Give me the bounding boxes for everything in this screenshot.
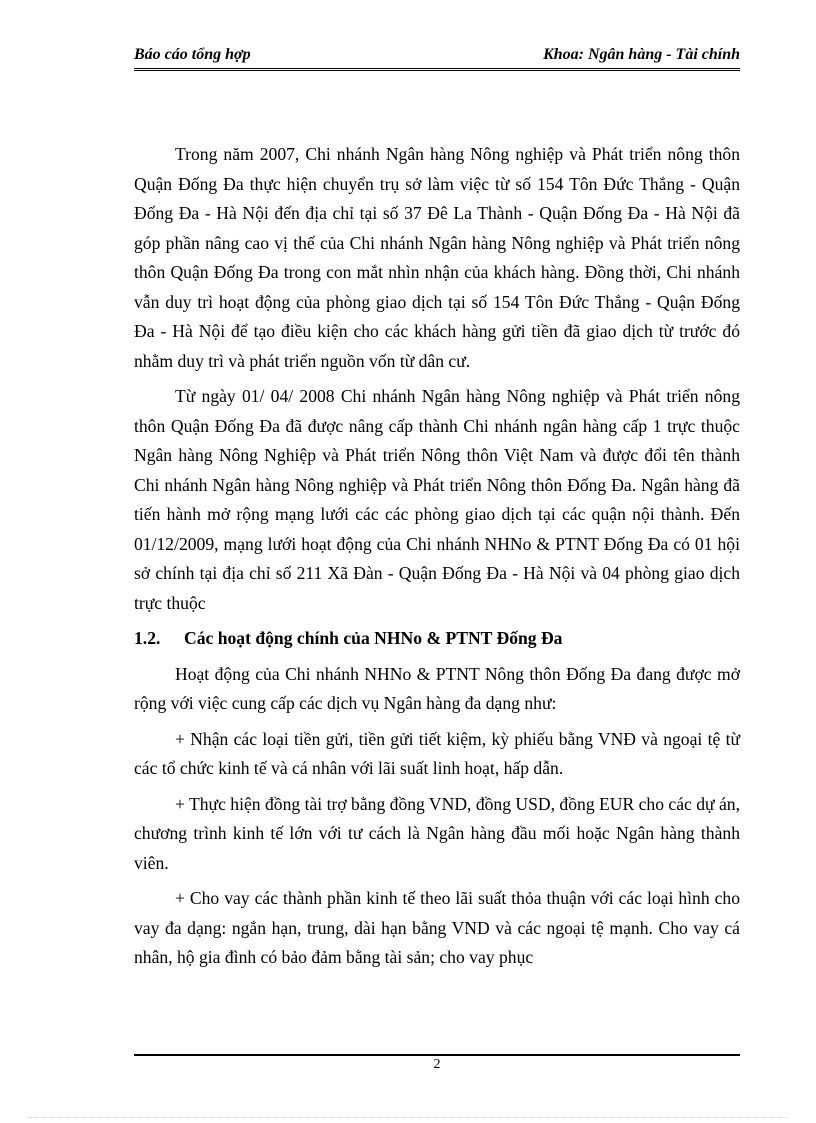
list-item-cofinancing: + Thực hiện đồng tài trợ bằng đồng VND, đồng USD, đồng EUR cho các dự án, chương trình kinh tế lớn với tư cách là Ngân hàng đầu mối hoặc Ngân hàng thành viên. xyxy=(134,793,740,873)
footer-divider xyxy=(134,1054,740,1056)
section-heading xyxy=(134,624,740,654)
header-faculty: Khoa: Ngân hàng - Tài chính xyxy=(543,46,740,63)
section-title: Các hoạt động chính của NHNo & PTNT Đống Đa xyxy=(184,628,563,648)
document-body xyxy=(134,140,740,979)
header-report-title: Báo cáo tổng hợp xyxy=(134,46,251,63)
page-header xyxy=(134,44,740,71)
section-number: 1.2. xyxy=(134,628,161,648)
list-item-lending: + Cho vay các thành phần kinh tế theo lãi suất thỏa thuận với các loại hình cho vay đa dạng: ngắn hạn, trung, dài hạn bằng VND và các ngoại tệ mạnh. Cho vay cá nhân, hộ gia đình có bảo đảm bằng tài sản; cho vay phục xyxy=(134,888,740,967)
paragraph-upgrade-2008: Từ ngày 01/ 04/ 2008 Chi nhánh Ngân hàng Nông nghiệp và Phát triển nông thôn Quận Đống Đa đã được nâng cấp thành Chi nhánh ngân hàng cấp 1 trực thuộc Ngân hàng Nông Nghiệp và Phát triển Nông thôn Việt Nam và được đổi tên thành Chi nhánh Ngân hàng Nông nghiệp và Phát triển Nông thôn Đống Đa. Ngân hàng đã tiến hành mở rộng mạng lưới các các phòng giao dịch tại các quận nội thành. Đến 01/12/2009, mạng lưới hoạt động của Chi nhánh NHNo & PTNT Đống Đa có 01 hội sở chính tại địa chỉ số 211 Xã Đàn - Quận Đống Đa - Hà Nội và 04 phòng giao dịch trực thuộc xyxy=(134,386,740,613)
paragraph-history-2007: Trong năm 2007, Chi nhánh Ngân hàng Nông nghiệp và Phát triển nông thôn Quận Đống Đa thực hiện chuyển trụ sở làm việc từ số 154 Tôn Đức Thắng - Quận Đống Đa - Hà Nội đến địa chỉ tại số 37 Đê La Thành - Quận Đống Đa - Hà Nội đã góp phần nâng cao vị thế của Chi nhánh Ngân hàng Nông nghiệp và Phát triển nông thôn Quận Đống Đa trong con mắt nhìn nhận của khách hàng. Đồng thời, Chi nhánh vẫn duy trì hoạt động của phòng giao dịch tại số 154 Tôn Đức Thắng - Quận Đống Đa - Hà Nội để tạo điều kiện cho các khách hàng gửi tiền đã giao dịch từ trước đó nhằm duy trì và phát triển nguồn vốn từ dân cư. xyxy=(134,144,740,371)
list-item-deposits: + Nhận các loại tiền gửi, tiền gửi tiết kiệm, kỳ phiếu bằng VNĐ và ngoại tệ từ các tổ chức kinh tế và cá nhân với lãi suất linh hoạt, hấp dẫn. xyxy=(134,728,740,778)
paragraph-activities-intro: Hoạt động của Chi nhánh NHNo & PTNT Nông thôn Đống Đa đang được mở rộng với việc cung cấp các dịch vụ Ngân hàng đa dạng như: xyxy=(134,663,740,713)
page-bottom-border xyxy=(28,1117,788,1118)
page-number: 2 xyxy=(433,1057,441,1072)
